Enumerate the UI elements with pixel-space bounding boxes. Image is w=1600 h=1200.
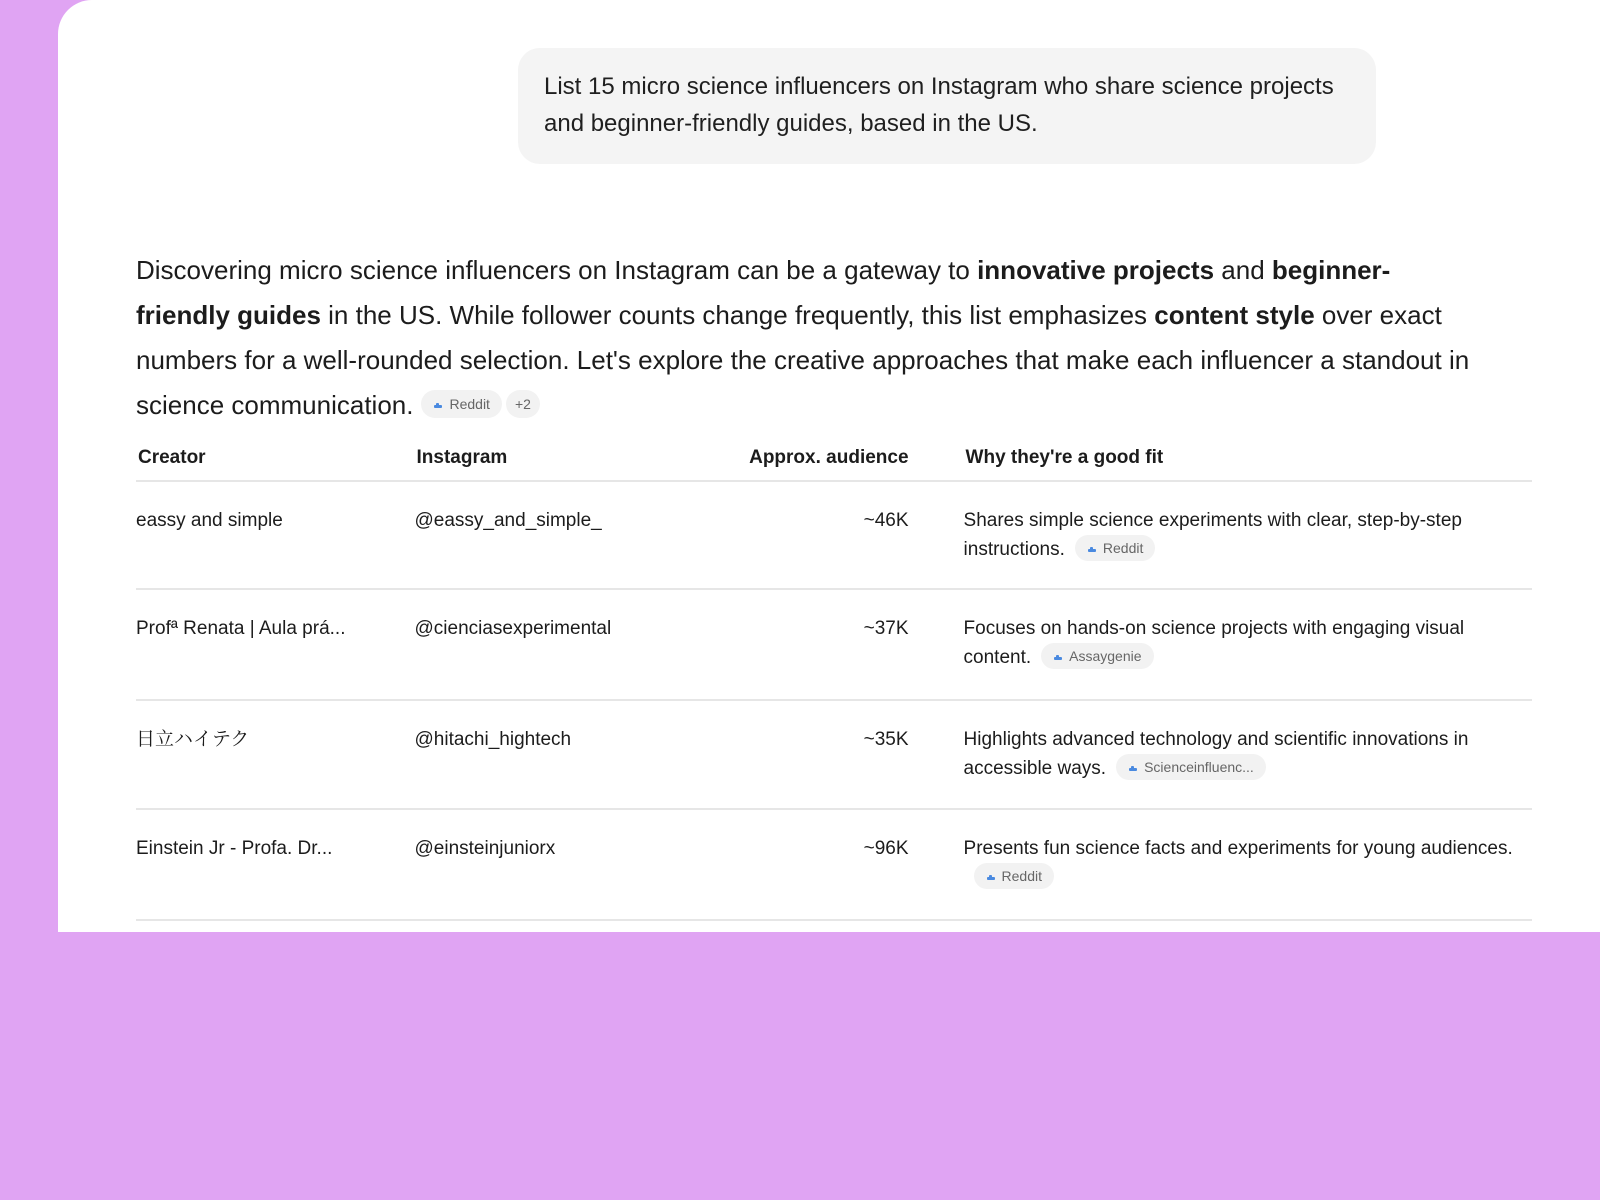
source-chip[interactable] bbox=[1116, 754, 1266, 780]
cell-creator: Einstein Jr - Profa. Dr... bbox=[136, 809, 415, 920]
cell-creator: eassy and simple bbox=[136, 481, 415, 589]
table-row bbox=[136, 809, 1532, 920]
why-text: Shares simple science experiments with clear, step-by-step instructions. bbox=[963, 510, 1462, 560]
intro-bold-2: beginner-friendly guides bbox=[136, 255, 1391, 330]
intro-bold-1: innovative projects bbox=[977, 255, 1215, 285]
source-chip-label: Scienceinfluenc... bbox=[1144, 758, 1254, 775]
intro-text-1: Discovering micro science influencers on Instagram can be a gateway to bbox=[136, 255, 978, 285]
cell-instagram: @hitachi_hightech bbox=[415, 700, 710, 809]
source-chip[interactable] bbox=[1075, 535, 1155, 561]
intro-text-2: and bbox=[1214, 255, 1272, 285]
source-icon bbox=[986, 871, 996, 881]
source-chip-label: Reddit bbox=[1001, 867, 1042, 884]
why-text: Focuses on hands-on science projects with engaging visual content. bbox=[963, 618, 1465, 668]
source-chip[interactable] bbox=[974, 863, 1054, 889]
cell-audience: ~37K bbox=[709, 589, 908, 700]
source-icon bbox=[433, 399, 443, 409]
user-message-text: List 15 micro science influencers on Instagram who share science projects and beginner-friendly guides, based in the US. bbox=[544, 73, 1334, 137]
source-icon bbox=[1128, 762, 1138, 772]
source-icon bbox=[1053, 651, 1063, 661]
user-message-bubble bbox=[518, 48, 1376, 164]
cell-creator: Profª Renata | Aula prá... bbox=[136, 589, 415, 700]
more-sources-chip[interactable] bbox=[506, 390, 540, 418]
answer-intro-paragraph bbox=[136, 248, 1476, 428]
cell-audience: ~96K bbox=[709, 809, 908, 920]
source-icon bbox=[1087, 543, 1097, 553]
why-text: Presents fun science facts and experiments for young audiences. bbox=[963, 838, 1513, 859]
table-row bbox=[136, 589, 1532, 700]
intro-text-3: in the US. While follower counts change frequently, this list emphasizes bbox=[320, 300, 1155, 330]
cell-why bbox=[909, 589, 1532, 700]
cell-instagram: @einsteinjuniorx bbox=[415, 809, 710, 920]
why-text: Highlights advanced technology and scientific innovations in accessible ways. bbox=[963, 729, 1469, 779]
source-chip-label: Reddit bbox=[1102, 539, 1144, 556]
cell-why bbox=[909, 700, 1532, 809]
source-chip-label: Assaygenie bbox=[1069, 647, 1142, 664]
header-audience: Approx. audience bbox=[709, 436, 908, 481]
header-why: Why they're a good fit bbox=[909, 436, 1532, 481]
cell-audience: ~35K bbox=[709, 700, 908, 809]
source-chip-label: Reddit bbox=[449, 396, 490, 413]
intro-text-4: over exact numbers for a well-rounded selection. Let's explore the creative approaches that make each influencer a standout in science communication. bbox=[136, 300, 1470, 420]
intro-bold-3: content style bbox=[1154, 300, 1315, 330]
table-row bbox=[136, 481, 1532, 589]
header-creator: Creator bbox=[136, 436, 415, 481]
cell-why bbox=[909, 481, 1532, 589]
cell-creator: 日立ハイテク bbox=[136, 700, 415, 809]
assistant-answer bbox=[136, 248, 1476, 428]
source-chip[interactable] bbox=[1041, 643, 1153, 669]
table-row bbox=[136, 700, 1532, 809]
cell-audience: ~46K bbox=[709, 481, 908, 589]
table-header-row bbox=[136, 436, 1532, 481]
header-instagram: Instagram bbox=[415, 436, 710, 481]
cell-instagram: @eassy_and_simple_ bbox=[415, 481, 710, 589]
cell-why bbox=[909, 809, 1532, 920]
influencer-table bbox=[136, 436, 1532, 921]
cell-instagram: @cienciasexperimental bbox=[415, 589, 710, 700]
source-chip-reddit[interactable] bbox=[421, 390, 501, 418]
more-sources-label: +2 bbox=[514, 396, 531, 413]
chat-panel bbox=[58, 0, 1600, 932]
